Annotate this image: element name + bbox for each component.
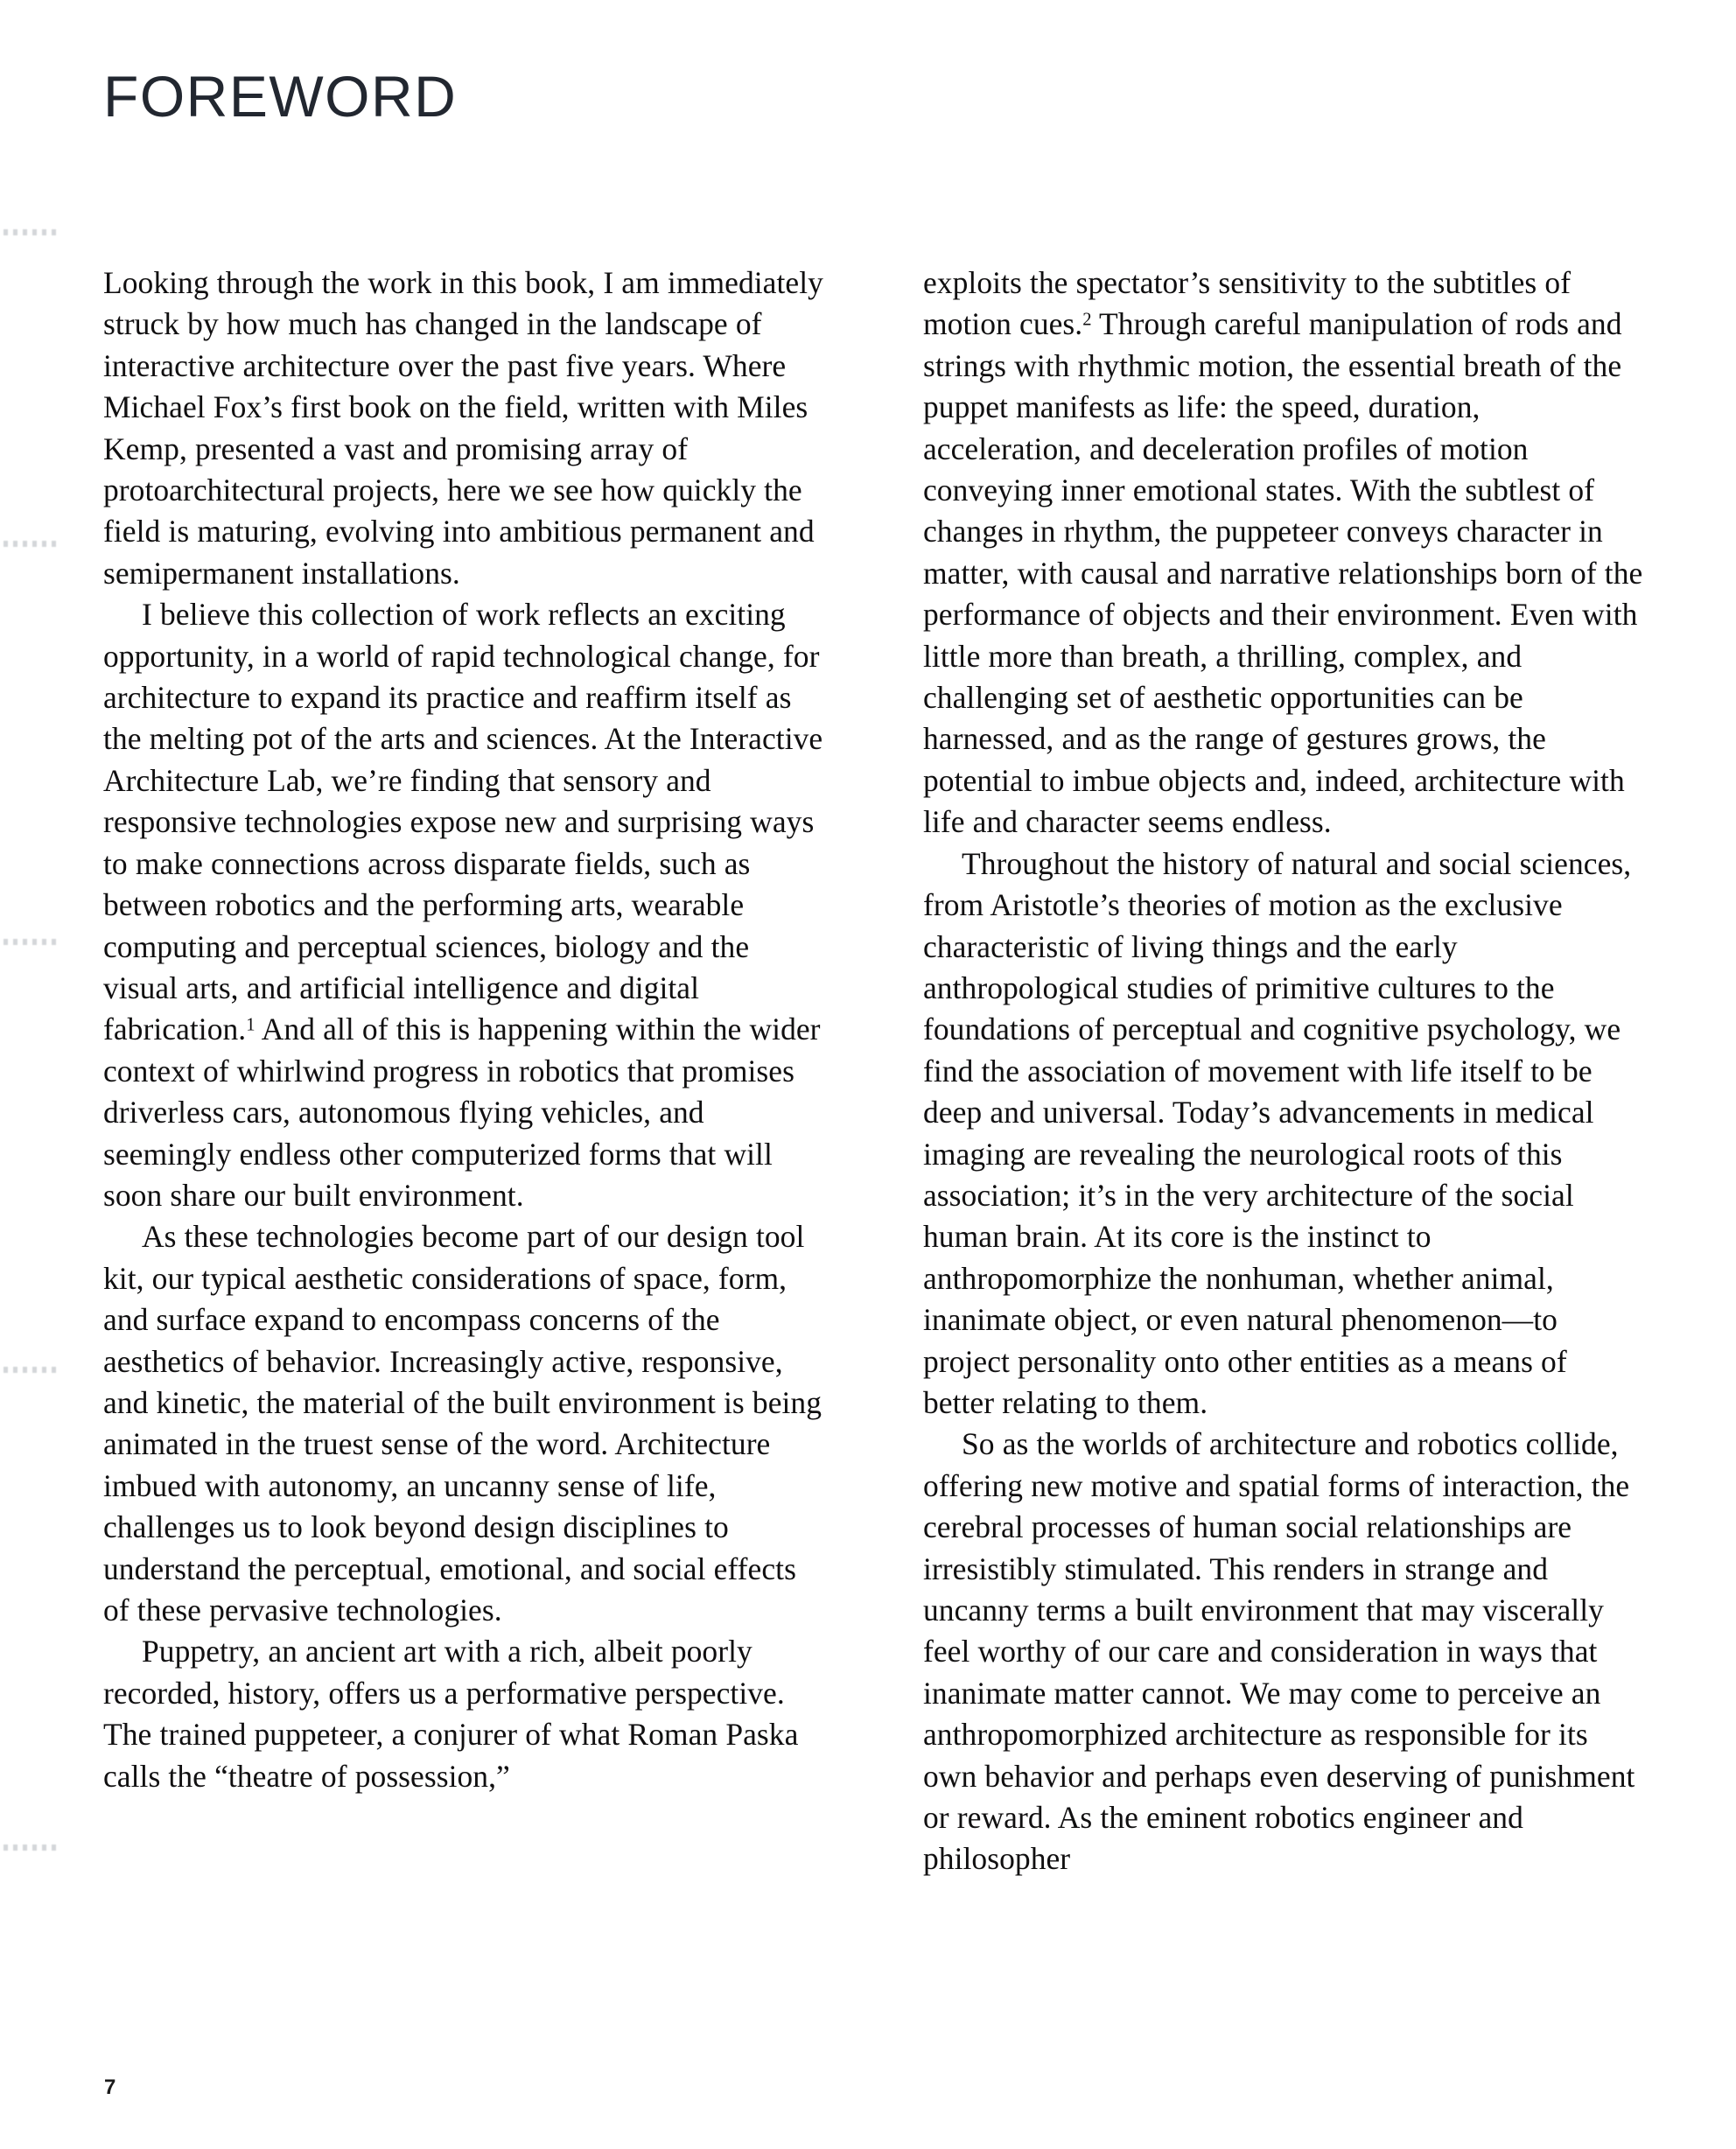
footnote-reference: 2 <box>1082 310 1092 330</box>
margin-scan-mark <box>4 229 58 235</box>
column-left <box>103 262 825 1797</box>
paragraph: As these technologies become part of our design tool kit, our typical aesthetic considerations of space, form, and surface expand to encompass concerns of the aesthetics of behavior. Increasingly active, responsive, and kinetic, the material of the built environment is being animated in the truest sense of the word. Architecture imbued with autonomy, an uncanny sense of life, challenges us to look beyond design disciplines to understand the perceptual, emotional, and social effects of these pervasive technologies. <box>103 1219 822 1628</box>
paragraph: Looking through the work in this book, I am immediately struck by how much has changed in the landscape of interactive architecture over the past five years. Where Michael Fox’s first book on the field, written with Miles Kemp, presented a vast and promising array of protoarchitectural projects, here we see how quickly the field is maturing, evolving into ambitious permanent and semipermanent installations. <box>103 265 823 591</box>
text-body <box>103 262 1645 1880</box>
paragraph: I believe this collection of work reflects an exciting opportunity, in a world of rapid technological change, for architecture to expand its practice and reaffirm itself as the melting pot of the arts and sciences. At the Interactive Architecture Lab, we’re finding that sensory and responsive technologies expose new and surprising ways to make connections across disparate fields, such as between robotics and the performing arts, wearable computing and perceptual sciences, biology and the visual arts, and artificial intelligence and digital fabrication.$^1$ And all of this is happening within the wider context of whirlwind progress in robotics that promises driverless cars, autonomous flying vehicles, and seemingly endless other computerized forms that will soon share our built environment. <box>103 597 823 1213</box>
paragraph: exploits the spectator’s sensitivity to the subtitles of motion cues.$^2$ Through careful manipulation of rods and strings with rhythmic motion, the essential breath of the puppet manifests as life: the speed, duration, acceleration, and deceleration profiles of motion conveying inner emotional states. With the subtlest of changes in rhythm, the puppeteer conveys character in matter, with causal and narrative relationships born of the performance of objects and their environment. Even with little more than breath, a thrilling, complex, and challenging set of aesthetic opportunities can be harnessed, and as the range of gestures grows, the potential to imbue objects and, indeed, architecture with life and character seems endless. <box>923 265 1643 840</box>
paragraph: So as the worlds of architecture and robotics collide, offering new motive and spatial forms of interaction, the cerebral processes of human social relationships are irresistibly stimulated. This renders in strange and uncanny terms a built environment that may viscerally feel worthy of our care and consideration in ways that inanimate matter cannot. We may come to perceive an anthropomorphized architecture as responsible for its own behavior and perhaps even deserving of punishment or reward. As the eminent robotics engineer and philosopher <box>923 1426 1635 1877</box>
footnote-reference: 1 <box>246 1015 256 1035</box>
margin-scan-mark <box>4 1367 58 1373</box>
column-right <box>923 262 1645 1880</box>
margin-scan-mark <box>4 1844 58 1851</box>
page-number: 7 <box>104 2076 116 2099</box>
margin-scan-mark <box>4 541 58 547</box>
paragraph: Throughout the history of natural and social sciences, from Aristotle’s theories of motion as the exclusive characteristic of living things and the early anthropological studies of primitive cultures to the foundations of perceptual and cognitive psychology, we find the association of movement with life itself to be deep and universal. Today’s advancements in medical imaging are revealing the neurological roots of this association; it’s in the very architecture of the social human brain. At its core is the instinct to anthropomorphize the nonhuman, whether animal, inanimate object, or even natural phenomenon—to project personality onto other entities as a means of better relating to them. <box>923 845 1632 1420</box>
margin-scan-mark <box>4 939 58 945</box>
paragraph: Puppetry, an ancient art with a rich, albeit poorly recorded, history, offers us a performative perspective. The trained puppeteer, a conjurer of what Roman Paska calls the “theatre of possession,” <box>103 1634 799 1794</box>
page-title: FOREWORD <box>103 64 458 130</box>
